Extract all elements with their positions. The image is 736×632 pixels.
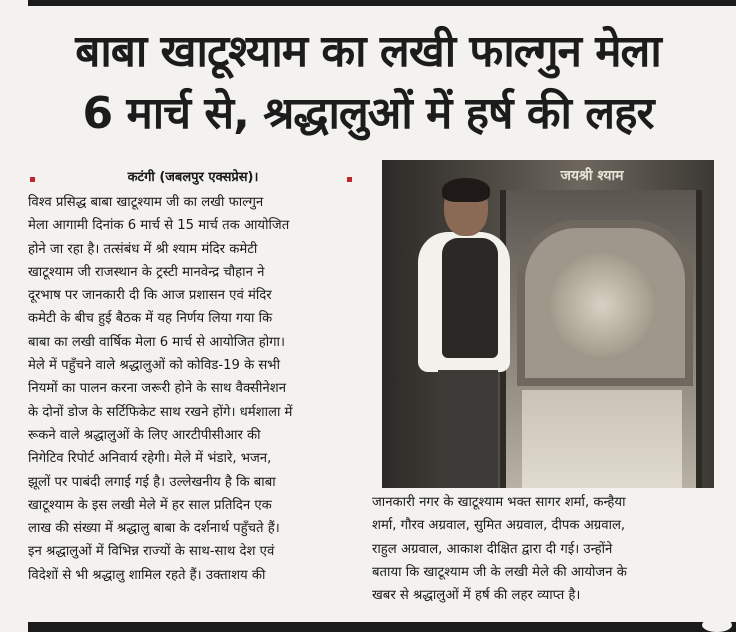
headline-line-1: बाबा खाटूश्याम का लखी फाल्गुन मेला [75, 26, 661, 77]
body-line: विदेशों से भी श्रद्धालु शामिल रहते हैं। उक्ताशय की [28, 567, 266, 583]
person-legs [438, 370, 498, 488]
caption-line: राहुल अग्रवाल, आकाश दीक्षित द्वारा दी गई। उन्होंने [372, 541, 613, 557]
body-line: रूकने वाले श्रद्धालुओं के लिए आरटीपीसीआर की [28, 427, 261, 443]
shrine-deity [547, 250, 657, 360]
caption-line: जानकारी नगर के खाटूश्याम भक्त सागर शर्मा, कन्हैया [372, 495, 626, 510]
body-line: होने जा रहा है। तत्संबंध में श्री श्याम मंदिर कमेटी [28, 241, 258, 257]
photo-banner-text: जयश्री श्याम [560, 168, 624, 184]
body-line: बाबा का लखी वार्षिक मेला 6 मार्च से आयोजित होगा। [28, 334, 285, 350]
body-line: विश्व प्रसिद्ध बाबा खाटूश्याम जी का लखी फाल्गुन [28, 195, 264, 210]
body-line: इन श्रद्धालुओं में विभिन्न राज्यों के साथ-साथ देश एवं [28, 544, 275, 560]
body-line: निगेटिव रिपोर्ट अनिवार्य रहेगी। मेले में भंडारे, भजन, [28, 451, 272, 467]
top-rule [28, 0, 736, 6]
body-line: मेले में पहुँचने वाले श्रद्धालुओं को कोविड-19 के सभी [28, 358, 280, 374]
article-body [28, 191, 358, 587]
body-line: लाख की संख्या में श्रद्धालु बाबा के दर्शनार्थ पहुँचते हैं। [28, 521, 280, 537]
dateline-text: कटंगी (जबलपुर एक्सप्रेस)। [127, 170, 259, 185]
bottom-rule-curve [702, 618, 732, 632]
body-line: झूलों पर पाबंदी लगाई गई है। उल्लेखनीय है कि बाबा [28, 474, 276, 490]
body-line: खाटूश्याम जी राजस्थान के ट्रस्टी मानवेन्द्र चौहान ने [28, 264, 265, 280]
article-photo [382, 160, 714, 488]
dateline-right-dot-icon [347, 177, 352, 182]
caption-line: खबर से श्रद्धालुओं में हर्ष की लहर व्याप्त है। [372, 588, 581, 604]
body-line: कमेटी के बीच हुई बैठक में यह निर्णय लिया गया कि [28, 311, 273, 327]
person-figure [408, 180, 508, 488]
person-vest [442, 238, 498, 358]
body-line: नियमों का पालन करना जरूरी होने के साथ वैक्सीनेशन [28, 381, 287, 397]
temple-floor [522, 390, 682, 488]
headline-line-2: 6 मार्च से, श्रद्धालुओं में हर्ष की लहर [82, 88, 654, 139]
photo-caption-text [372, 491, 717, 607]
bottom-rule [28, 622, 736, 632]
body-line: मेला आगामी दिनांक 6 मार्च से 15 मार्च तक आयोजित [28, 218, 290, 234]
dateline [28, 167, 358, 189]
body-line: दूरभाष पर जानकारी दी कि आज प्रशासन एवं मंदिर [28, 288, 272, 304]
person-hair [442, 178, 490, 202]
caption-line: शर्मा, गौरव अग्रवाल, सुमित अग्रवाल, दीपक अग्रवाल, [372, 518, 626, 534]
caption-line: बताया कि खाटूश्याम जी के लखी मेले की आयोजन के [372, 564, 627, 580]
body-line: खाटूश्याम के इस लखी मेले में हर साल प्रतिदिन एक [28, 497, 272, 513]
body-line: के दोनों डोज के सर्टिफिकेट साथ रखने होंगे। धर्मशाला में [28, 404, 293, 420]
